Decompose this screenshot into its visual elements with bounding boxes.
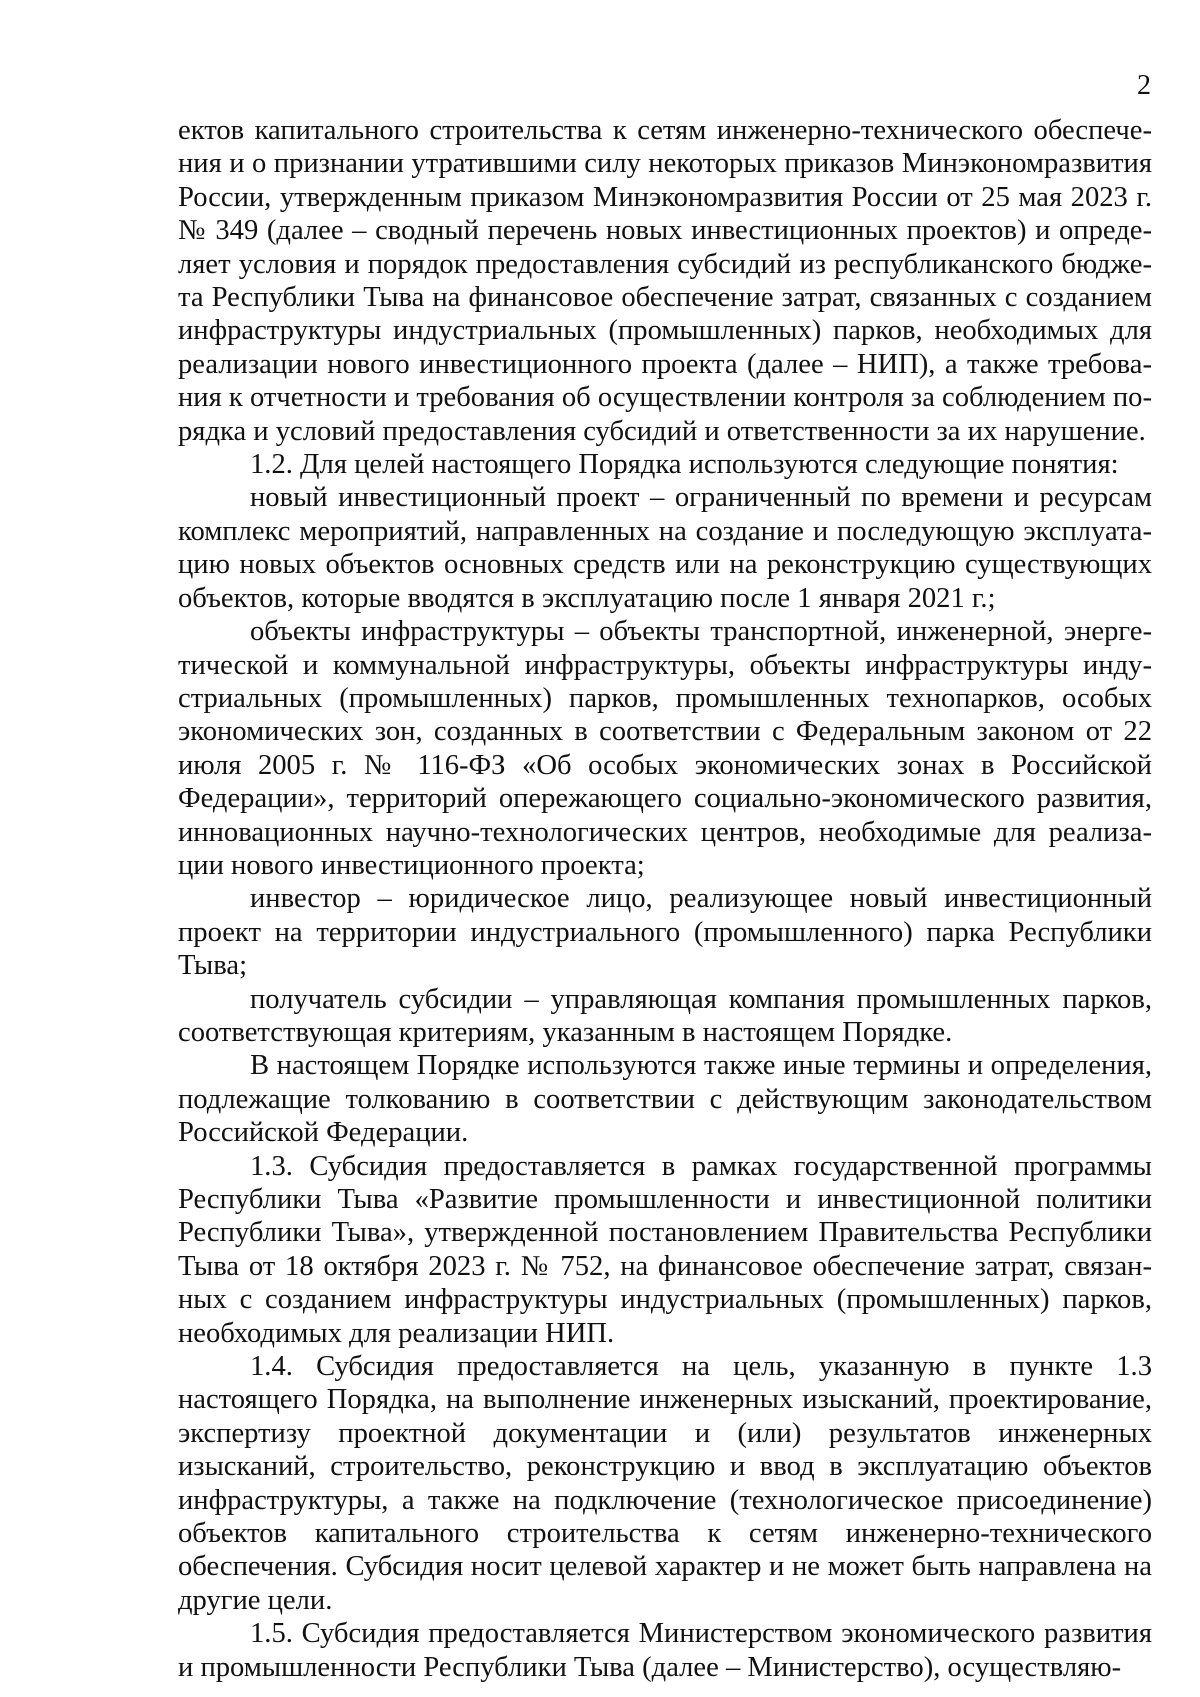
paragraph-definition-infrastructure-objects: объекты инфраструктуры – объекты транспортной, инженерной, энергетической и коммунальной инфраструктуры, объекты инфраструктуры индустриальных (промышленных) парков, промышленных технопарков, особых экономических зон, созданных в соответствии с Федеральным законом от 22 июля 2005 г. № 116-ФЗ «Об особых экономических зонах в Российской Федерации», территорий опережающего социально-экономического развития, инновационных научно-технологических центров, необходимые для реализации нового инвестиционного проекта;	[178, 616, 1152, 881]
paragraph-1-2: 1.2. Для целей настоящего Порядка используются следующие понятия:	[250, 449, 1119, 481]
paragraph-1-5: 1.5. Субсидия предоставляется Министерством экономического развития и промышленности Республики Тыва (далее – Министерство), осуществляю-	[178, 1618, 1152, 1683]
paragraph-definition-subsidy-recipient: получатель субсидии – управляющая компания промышленных парков, соответствующая критериям, указанным в настоящем Порядке.	[178, 983, 1152, 1048]
paragraph-other-terms: В настоящем Порядке используются также иные термины и определения, подлежащие толкованию в соответствии с действующим законодательством Российской Федерации.	[178, 1050, 1152, 1149]
paragraph-1-4: 1.4. Субсидия предоставляется на цель, указанную в пункте 1.3 настоящего Порядка, на выполнение инженерных изысканий, проектирование, экспертизу проектной документации и (или) результатов инженерных изысканий, строительство, реконструкцию и ввод в эксплуатацию объектов инфраструктуры, а также на подключение (технологическое присоединение) объектов капитального строительства к сетям инженерно-технического обеспечения. Субсидия носит целевой характер и не может быть направлена на другие цели.	[178, 1351, 1152, 1616]
page-number: 2	[1137, 70, 1151, 101]
paragraph-definition-new-investment-project: новый инвестиционный проект – ограниченный по времени и ресурсам комплекс мероприятий, направленных на создание и последующую эксплуатацию новых объектов основных средств или на реконструкцию существующих объектов, которые вводятся в эксплуатацию после 1 января 2021 г.;	[178, 482, 1152, 614]
paragraph-continuation: ектов капитального строительства к сетям инженерно-технического обеспечения и о признании утратившими силу некоторых приказов Минэкономразвития России, утвержденным приказом Минэкономразвития России от 25 мая 2023 г. № 349 (далее – сводный перечень новых инвестиционных проектов) и определяет условия и порядок предоставления субсидий из республиканского бюджета Республики Тыва на финансовое обеспечение затрат, связанных с созданием инфраструктуры индустриальных (промышленных) парков, необходимых для реализации нового инвестиционного проекта (далее – НИП), а также требования к отчетности и требования об осуществлении контроля за соблюдением порядка и условий предоставления субсидий и ответственности за их нарушение.	[178, 115, 1152, 447]
paragraph-definition-investor: инвестор – юридическое лицо, реализующее новый инвестиционный проект на территории индустриального (промышленного) парка Республики Тыва;	[178, 883, 1152, 982]
paragraph-1-3: 1.3. Субсидия предоставляется в рамках государственной программы Республики Тыва «Развитие промышленности и инвестиционной политики Республики Тыва», утвержденной постановлением Правительства Республики Тыва от 18 октября 2023 г. № 752, на финансовое обеспечение затрат, связанных с созданием инфраструктуры индустриальных (промышленных) парков, необходимых для реализации НИП.	[178, 1150, 1152, 1349]
document-body	[178, 114, 1152, 1684]
